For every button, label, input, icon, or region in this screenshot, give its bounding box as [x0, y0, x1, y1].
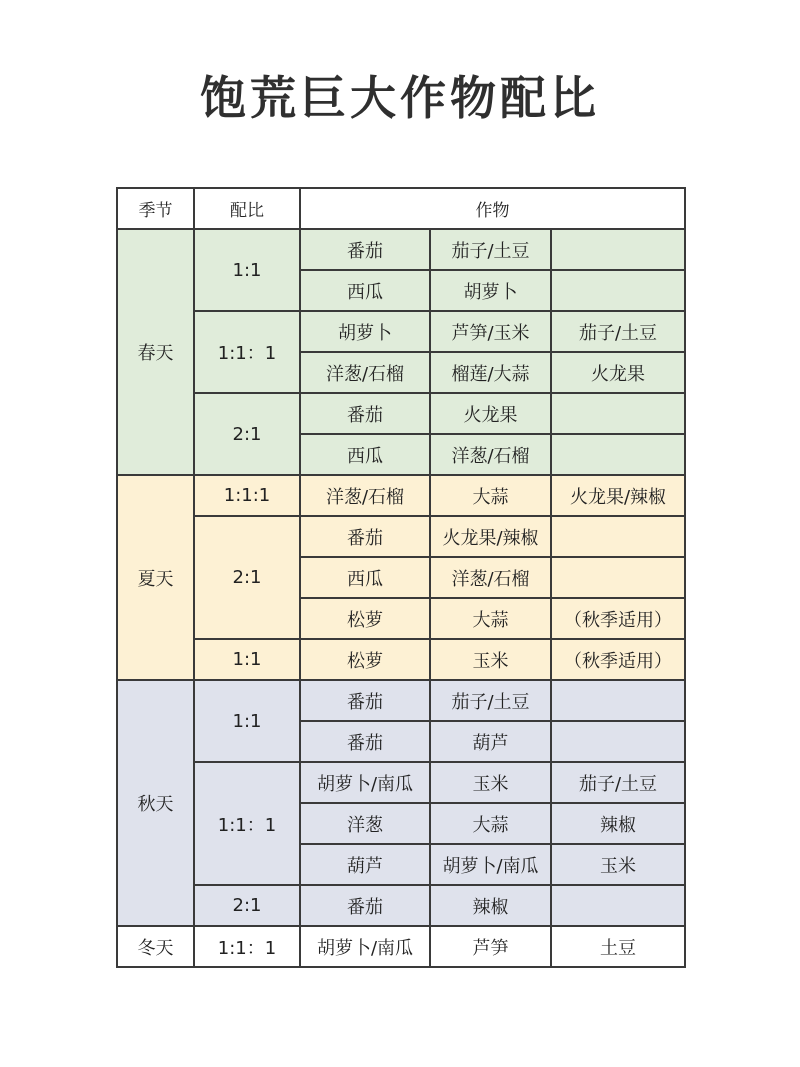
crop-ratio-table — [116, 187, 686, 968]
table-row — [117, 311, 685, 352]
ratio-cell: 2:1 — [194, 885, 300, 926]
crop-cell: 番茄 — [300, 229, 430, 270]
table-row — [117, 680, 685, 721]
crop-cell — [551, 516, 685, 557]
crop-cell: （秋季适用） — [551, 598, 685, 639]
season-cell: 夏天 — [117, 475, 194, 680]
crop-cell — [551, 434, 685, 475]
crop-cell — [551, 393, 685, 434]
ratio-cell: 1:1：1 — [194, 762, 300, 885]
crop-cell: 大蒜 — [430, 803, 551, 844]
crop-cell: 洋葱/石榴 — [430, 434, 551, 475]
crop-cell: 番茄 — [300, 885, 430, 926]
crop-cell: 胡萝卜/南瓜 — [300, 762, 430, 803]
header-crops: 作物 — [300, 188, 685, 229]
crop-cell: 胡萝卜/南瓜 — [300, 926, 430, 967]
table-row — [117, 885, 685, 926]
crop-cell: 火龙果/辣椒 — [430, 516, 551, 557]
crop-cell: 西瓜 — [300, 270, 430, 311]
crop-cell: 辣椒 — [551, 803, 685, 844]
crop-cell: 西瓜 — [300, 557, 430, 598]
table-row — [117, 393, 685, 434]
crop-cell: 洋葱/石榴 — [300, 475, 430, 516]
crop-cell: 洋葱 — [300, 803, 430, 844]
crop-cell — [551, 557, 685, 598]
season-cell: 春天 — [117, 229, 194, 475]
crop-cell: 茄子/土豆 — [551, 311, 685, 352]
crop-cell — [551, 885, 685, 926]
crop-cell — [551, 721, 685, 762]
crop-cell: 洋葱/石榴 — [430, 557, 551, 598]
crop-cell: 洋葱/石榴 — [300, 352, 430, 393]
table-row — [117, 762, 685, 803]
crop-cell: （秋季适用） — [551, 639, 685, 680]
page-title: 饱荒巨大作物配比 — [200, 71, 600, 125]
crop-cell: 茄子/土豆 — [551, 762, 685, 803]
crop-cell: 葫芦 — [430, 721, 551, 762]
table-row — [117, 516, 685, 557]
crop-cell: 松萝 — [300, 639, 430, 680]
crop-cell: 番茄 — [300, 721, 430, 762]
season-cell: 冬天 — [117, 926, 194, 967]
crop-cell: 芦笋 — [430, 926, 551, 967]
ratio-cell: 1:1 — [194, 229, 300, 311]
crop-cell: 西瓜 — [300, 434, 430, 475]
ratio-cell: 2:1 — [194, 393, 300, 475]
crop-cell: 松萝 — [300, 598, 430, 639]
crop-cell: 火龙果/辣椒 — [551, 475, 685, 516]
crop-cell: 榴莲/大蒜 — [430, 352, 551, 393]
crop-cell — [551, 680, 685, 721]
crop-cell: 番茄 — [300, 516, 430, 557]
crop-cell: 胡萝卜 — [300, 311, 430, 352]
crop-cell: 玉米 — [430, 762, 551, 803]
crop-cell: 茄子/土豆 — [430, 229, 551, 270]
crop-cell: 葫芦 — [300, 844, 430, 885]
table-row — [117, 475, 685, 516]
table-row — [117, 639, 685, 680]
ratio-cell: 1:1:1 — [194, 475, 300, 516]
crop-cell — [551, 270, 685, 311]
crop-cell: 芦笋/玉米 — [430, 311, 551, 352]
header-ratio: 配比 — [194, 188, 300, 229]
crop-cell: 大蒜 — [430, 475, 551, 516]
ratio-cell: 1:1 — [194, 639, 300, 680]
season-cell: 秋天 — [117, 680, 194, 926]
crop-cell: 胡萝卜/南瓜 — [430, 844, 551, 885]
table-header-row — [117, 188, 685, 229]
ratio-cell: 1:1：1 — [194, 311, 300, 393]
ratio-cell: 2:1 — [194, 516, 300, 639]
crop-cell: 玉米 — [430, 639, 551, 680]
ratio-cell: 1:1 — [194, 680, 300, 762]
crop-cell: 火龙果 — [430, 393, 551, 434]
header-season: 季节 — [117, 188, 194, 229]
crop-cell: 番茄 — [300, 680, 430, 721]
ratio-cell: 1:1：1 — [194, 926, 300, 967]
crop-cell: 玉米 — [551, 844, 685, 885]
crop-cell: 大蒜 — [430, 598, 551, 639]
table-row — [117, 926, 685, 967]
crop-cell — [551, 229, 685, 270]
crop-cell: 土豆 — [551, 926, 685, 967]
table-row — [117, 229, 685, 270]
crop-cell: 火龙果 — [551, 352, 685, 393]
crop-cell: 番茄 — [300, 393, 430, 434]
crop-cell: 胡萝卜 — [430, 270, 551, 311]
crop-cell: 茄子/土豆 — [430, 680, 551, 721]
crop-cell: 辣椒 — [430, 885, 551, 926]
